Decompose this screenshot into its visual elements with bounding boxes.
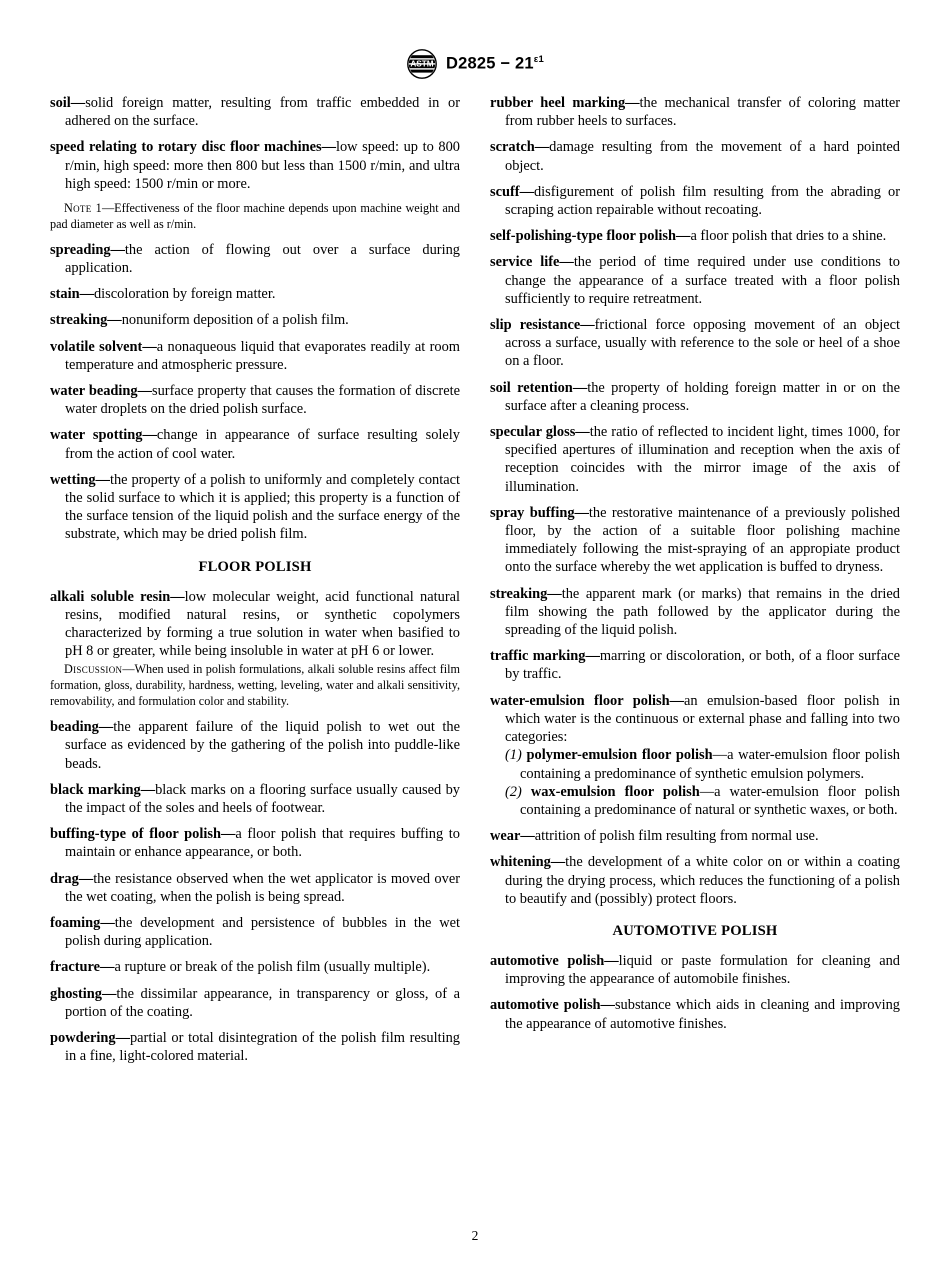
two-column-body <box>0 80 950 1065</box>
term-name: beading— <box>50 719 114 736</box>
discussion-label: Discussion <box>64 662 123 677</box>
term-name: alkali soluble resin— <box>50 588 185 605</box>
term-name: specular gloss— <box>490 424 590 441</box>
term-entry: spray buffing—the restorative maintenance of a previously polished floor, by the action of a suitable floor polishing machine immediately following the mist-spraying of an appropiate product onto the surface whereby the wet application is buffed to dryness. <box>490 504 900 576</box>
term-entry: water spotting—change in appearance of surface resulting solely from the action of cool water. <box>50 427 460 462</box>
term-entry: scratch—damage resulting from the movement of a hard pointed object. <box>490 139 900 174</box>
subterm-number: (2) <box>505 783 522 800</box>
term-name: scratch— <box>490 139 550 156</box>
edition-superscript: ε1 <box>533 54 544 66</box>
right-column <box>490 94 900 1065</box>
term-name: drag— <box>50 870 94 887</box>
subterm-name: wax-emulsion floor polish <box>530 783 700 800</box>
section-heading: FLOOR POLISH <box>198 558 312 575</box>
term-name: service life— <box>490 254 574 271</box>
term-entry: volatile solvent—a nonaqueous liquid that evaporates readily at room temperature and atmospheric pressure. <box>50 338 460 373</box>
term-name: stain— <box>50 286 94 303</box>
term-entry: alkali soluble resin—low molecular weight, acid functional natural resins, modified natural resins, or synthetic copolymers characterized by forming a true solution in water when basified to pH 8 or greater, while being insoluble in water at pH 6 or lower. <box>50 588 461 660</box>
term-name: spreading— <box>50 241 125 258</box>
term-name: wetting— <box>50 471 110 488</box>
term-name: volatile solvent— <box>50 338 157 355</box>
term-name: water spotting— <box>50 427 157 444</box>
term-name: black marking— <box>50 781 156 798</box>
term-name: powdering— <box>50 1030 130 1047</box>
standard-designation <box>446 54 544 74</box>
term-name: slip resistance— <box>490 317 595 334</box>
term-entry: fracture—a rupture or break of the polish film (usually multiple). <box>50 959 431 976</box>
term-name: foaming— <box>50 915 115 932</box>
term-name: water beading— <box>50 383 152 400</box>
term-name: wear— <box>490 828 535 845</box>
left-column <box>50 94 460 1065</box>
page-number: 2 <box>471 1228 479 1243</box>
term-entry: stain—discoloration by foreign matter. <box>50 286 276 303</box>
term-entry: drag—the resistance observed when the wet applicator is moved over the wet coating, when the polish is being spread. <box>50 870 460 905</box>
term-name: traffic marking— <box>490 648 600 665</box>
term-name: buffing-type of floor polish— <box>50 826 236 843</box>
term-name: streaking— <box>50 312 122 329</box>
term-name: scuff— <box>490 183 534 200</box>
page-header <box>0 0 950 80</box>
subterm-name: polymer-emulsion floor polish <box>526 747 713 764</box>
term-entry: wear—attrition of polish film resulting from normal use. <box>490 828 819 845</box>
term-name: fracture— <box>50 959 115 976</box>
term-entry: water-emulsion floor polish—an emulsion-based floor polish in which water is the continuous or external phase and falling into two categories: <box>490 692 900 746</box>
term-entry: streaking—nonuniform deposition of a polish film. <box>50 312 349 329</box>
term-entry: slip resistance—frictional force opposing movement of an object across a surface, usually with reference to the sole or heel of a shoe on a floor. <box>490 317 900 370</box>
note-paragraph: Note 1—Effectiveness of the floor machine depends upon machine weight and pad diameter as well as r/min. <box>50 201 460 231</box>
term-entry: black marking—black marks on a flooring surface usually caused by the impact of the soles and heels of footwear. <box>50 781 460 817</box>
term-entry: specular gloss—the ratio of reflected to incident light, times 1000, for specified apertures of illumination and reception when the axis of reception coincides with the mirror image of the axis of illumination. <box>490 424 900 495</box>
note-label: Note 1 <box>64 201 102 216</box>
page-footer <box>0 1228 950 1244</box>
term-entry: speed relating to rotary disc floor machines—low speed: up to 800 r/min, high speed: more then 800 but less than 1500 r/min, and ultra high speed: 1500 r/min or more. <box>50 139 460 192</box>
term-entry: automotive polish—liquid or paste formulation for cleaning and improving the appearance of automobile finishes. <box>490 952 901 988</box>
term-name: soil— <box>50 95 86 111</box>
term-entry: spreading—the action of flowing out over a surface during application. <box>50 241 460 277</box>
term-entry: beading—the apparent failure of the liquid polish to wet out the surface as evidenced by the gathering of the polish into puddle-like beads. <box>50 719 460 772</box>
term-entry: self-polishing-type floor polish—a floor polish that dries to a shine. <box>490 228 887 245</box>
subterm-entry: (2) wax-emulsion floor polish—a water-emulsion floor polish containing a predominance of natural or synthetic waxes, or both. <box>505 783 900 818</box>
term-entry: powdering—partial or total disintegration of the polish film resulting in a fine, light-colored material. <box>50 1030 460 1065</box>
term-entry: ghosting—the dissimilar appearance, in transparency or gloss, of a portion of the coating. <box>50 985 460 1020</box>
term-name: spray buffing— <box>490 504 589 521</box>
term-name: ghosting— <box>50 985 117 1002</box>
astm-logo-icon <box>406 48 438 80</box>
designation-text: D2825 − 21 <box>446 54 534 73</box>
term-name: soil retention— <box>490 379 588 396</box>
term-entry: buffing-type of floor polish—a floor polish that requires buffing to maintain or enhance appearance, or both. <box>50 826 460 861</box>
term-name: whitening— <box>490 854 566 871</box>
term-entry: foaming—the development and persistence of bubbles in the wet polish during application. <box>50 915 460 950</box>
term-name: water-emulsion floor polish— <box>490 692 684 709</box>
term-name: rubber heel marking— <box>490 95 640 111</box>
term-entry: wetting—the property of a polish to uniformly and completely contact the solid surface to which it is applied; this property is a function of the surface tension of the liquid polish and the surface energy of the substrate, which may be dried polish film. <box>50 471 460 543</box>
term-name: streaking— <box>490 585 562 602</box>
discussion-paragraph: Discussion—When used in polish formulations, alkali soluble resins affect film formation, gloss, durability, hardness, wetting, leveling, water and alkali sensitivity, removability, and formulation color and stability. <box>50 662 460 709</box>
term-entry: soil—solid foreign matter, resulting from traffic embedded in or adhered on the surface. <box>50 95 460 130</box>
term-name: self-polishing-type floor polish— <box>490 228 691 245</box>
term-entry: scuff—disfigurement of polish film resulting from the abrading or scraping action repairable without recoating. <box>490 183 900 219</box>
term-entry: automotive polish—substance which aids in cleaning and improving the appearance of automotive finishes. <box>490 997 901 1032</box>
section-heading: AUTOMOTIVE POLISH <box>612 922 778 939</box>
term-entry: water beading—surface property that causes the formation of discrete water droplets on the dried polish surface. <box>50 383 460 418</box>
subterm-number: (1) <box>505 747 522 764</box>
term-name: speed relating to rotary disc floor machines— <box>50 139 336 156</box>
term-name: automotive polish— <box>490 997 615 1014</box>
term-entry: streaking—the apparent mark (or marks) that remains in the dried film showing the path followed by the applicator during the spreading of the liquid polish. <box>490 585 900 639</box>
subterm-entry: (1) polymer-emulsion floor polish—a water-emulsion floor polish containing a predominance of synthetic emulsion polymers. <box>505 747 901 782</box>
term-entry: service life—the period of time required under use conditions to change the appearance of a surface treated with a floor polish sufficiently to require retreatment. <box>490 254 900 307</box>
term-entry: traffic marking—marring or discoloration, or both, of a floor surface by traffic. <box>490 648 900 683</box>
svg-text:ASTM: ASTM <box>410 59 434 69</box>
term-entry: whitening—the development of a white color on or within a coating during the drying process, which reduces the functioning of a polish to beautify and (possibly) protect floors. <box>490 854 900 907</box>
term-name: automotive polish— <box>490 952 619 969</box>
term-entry: rubber heel marking—the mechanical transfer of coloring matter from rubber heels to surfaces. <box>490 95 901 130</box>
term-entry: soil retention—the property of holding foreign matter in or on the surface after a cleaning process. <box>490 379 901 414</box>
